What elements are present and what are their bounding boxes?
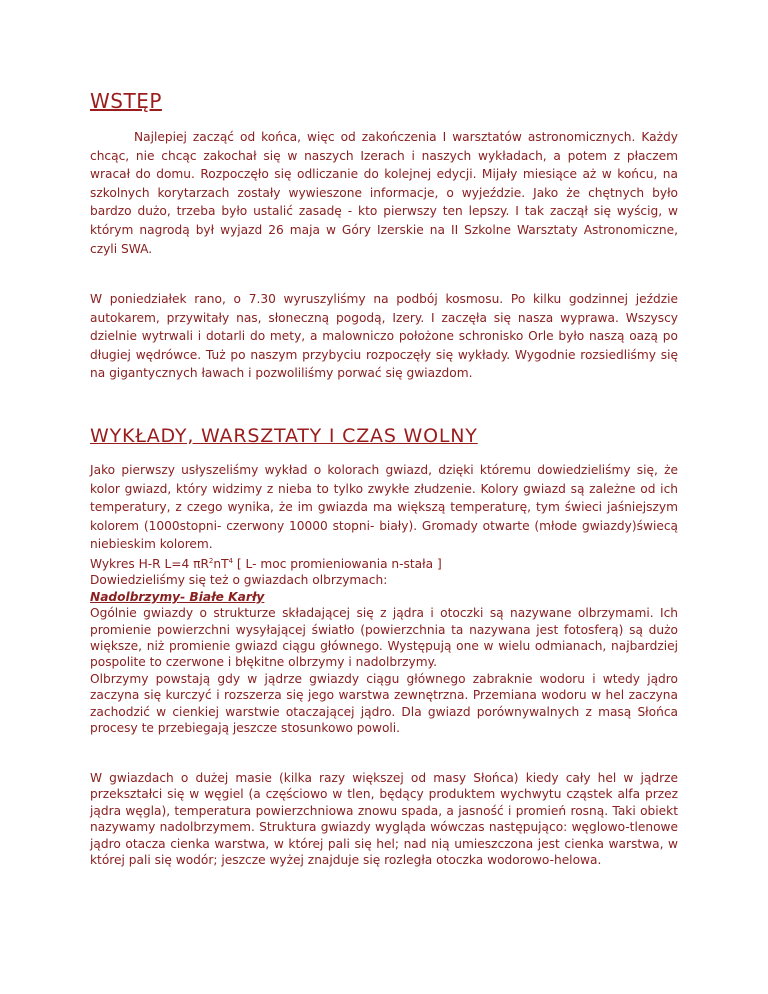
intro-paragraph-2: W poniedziałek rano, o 7.30 wyruszyliśmy na podbój kosmosu. Po kilku godzinnej jeździe autokarem, przywitały nas, słoneczną pogodą, Izery. I zaczęła się nasza wyprawa. Wszyscy dzielnie wytrwali i dotarli do mety, a malowniczo położone schronisko Orle było naszą oazą po długiej wędrówce. Tuż po naszym przybyciu rozpoczęły się wykłady. Wygodnie rozsiedliśmy się na gigantycznych ławach i pozwoliliśmy porwać się gwiazdom. bbox=[90, 292, 678, 381]
lectures-paragraph-3: Olbrzymy powstają gdy w jądrze gwiazdy ciągu głównego zabraknie wodoru i wtedy jądro zaczyna się kurczyć i rozszerza się jego warstwa zewnętrzna. Przemiana wodoru w hel zaczyna zachodzić w cienkiej warstwie otaczającej jądro. Dla gwiazd porównywalnych z masą Słońca procesy te przebiegają jeszcze stosunkowo powoli. bbox=[90, 671, 678, 736]
hr-formula-r: R bbox=[200, 557, 209, 571]
hr-formula-line bbox=[90, 556, 678, 572]
lectures-paragraph-4-block bbox=[90, 770, 678, 868]
hr-formula-sup-2: 2 bbox=[208, 556, 214, 565]
intro-paragraph-1-block bbox=[90, 128, 678, 258]
hr-formula-pi: π bbox=[193, 557, 201, 571]
giants-intro-line: Dowiedzieliśmy się też o gwiazdach olbrzymach: bbox=[90, 573, 388, 588]
hr-formula-prefix: Wykres H-R L=4 bbox=[90, 557, 194, 571]
lectures-paragraph-1: Jako pierwszy usłyszeliśmy wykład o kolorach gwiazd, dzięki któremu dowiedzieliśmy się, że kolor gwiazd, który widzimy z nieba to tylko zwykłe złudzenie. Kolory gwiazd są zależne od ich temperatury, z czego wynika, że im gwiazda ma większą temperaturę, tym świeci jaśniejszym kolorem (1000stopni- czerwony 10000 stopni- biały). Gromady otwarte (młode gwiazdy)świecą niebieskim kolorem. bbox=[90, 463, 678, 552]
lectures-paragraph-1-block bbox=[90, 461, 678, 554]
lectures-paragraph-4: W gwiazdach o dużej masie (kilka razy większej od masy Słońca) kiedy cały hel w jądrze przekształci się w węgiel (a częściowo w tlen, będący produktem wychwytu cząstek alfa przez jądra węgla), temperatura powierzchniowa znowu spada, a jasność i promień rosną. Taki obiekt nazywamy nadolbrzymem. Struktura gwiazdy wygląda wówczas następująco: węglowo-tlenowe jądro otacza cienka warstwa, w której pali się hel; nad nią umieszczona jest cienka warstwa, w której pali się wodór; jeszcze wyżej znajduje się rozległa otoczka wodorowo-helowa. bbox=[90, 771, 678, 868]
section-heading-lectures: WYKŁADY, WARSZTATY I CZAS WOLNY bbox=[90, 425, 478, 447]
subheading-supergiants: Nadolbrzymy- Białe Karły bbox=[90, 589, 265, 604]
hr-formula-nt: nT bbox=[213, 557, 229, 571]
intro-paragraph-1: Najlepiej zacząć od końca, więc od zakończenia I warsztatów astronomicznych. Każdy chcąc, nie chcąc zakochał się w naszych Izerach i naszych wykładach, a potem z płaczem wracał do domu. Rozpoczęło się odliczanie do kolejnej edycji. Mijały miesiące aż w końcu, na szkolnych korytarzach zostały wywieszone informacje, o wyjeździe. Jako że chętnych było bardzo dużo, trzeba było ustalić zasadę - kto pierwszy ten lepszy. I tak zaczął się wyścig, w którym nagrodą był wyjazd 26 maja w Góry Izerskie na II Szkolne Warsztaty Astronomiczne, czyli SWA. bbox=[90, 130, 678, 256]
section-heading-intro: WSTĘP bbox=[90, 89, 162, 113]
hr-formula-sup-4: 4 bbox=[228, 556, 234, 565]
intro-paragraph-2-block bbox=[90, 290, 678, 383]
hr-formula-suffix: [ L- moc promieniowania n-stała ] bbox=[233, 557, 442, 571]
lectures-paragraph-2: Ogólnie gwiazdy o strukturze składającej się z jądra i otoczki są nazywane olbrzymami. Ich promienie powierzchni wysyłającej światło (powierzchnia ta nazywana jest fotosferą) są dużo większe, niż promienie gwiazd ciągu głównego. Występują one w wielu odmianach, najbardziej pospolite to czerwone i błękitne olbrzymy i nadolbrzymy. bbox=[90, 606, 678, 670]
hr-formula-block bbox=[90, 556, 678, 736]
